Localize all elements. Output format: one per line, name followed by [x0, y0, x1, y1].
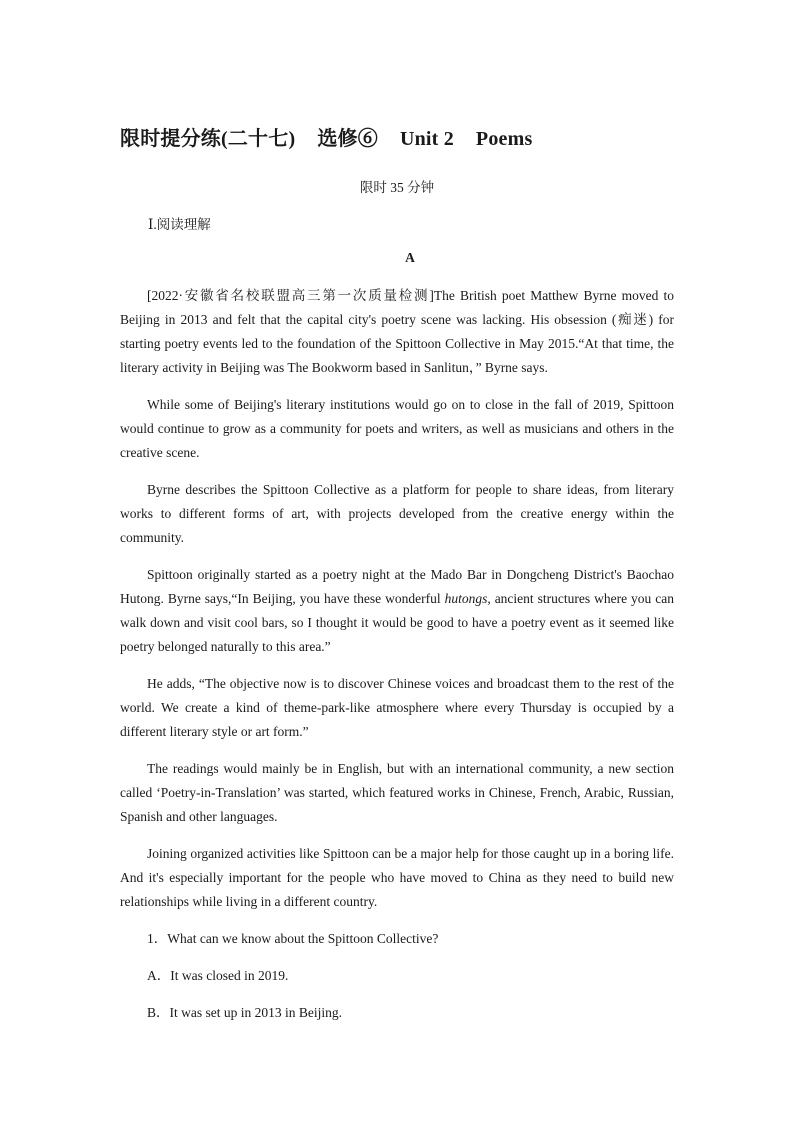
question-1-stem: 1．What can we know about the Spittoon Collective?: [147, 931, 439, 946]
question-1-option-b[interactable]: B．It was set up in 2013 in Beijing.: [147, 1005, 342, 1020]
title-part-2: 选修⑥: [317, 128, 378, 150]
paragraph-3: Byrne describes the Spittoon Collective as a platform for people to share ideas, from literary works to different forms of art, with projects developed from the creative energy within the community.: [120, 482, 674, 545]
question-1-option-a[interactable]: A．It was closed in 2019.: [147, 968, 289, 983]
title-part-1: 限时提分练(二十七): [120, 128, 296, 150]
paragraph-6: The readings would mainly be in English, but with an international community, a new section called ‘Poetry-in-Translation’ was started, which featured works in Chinese, French, Arabic, Russian, Spanish and other languages.: [120, 761, 674, 824]
time-limit: 限时 35 分钟: [359, 180, 435, 195]
passage-body: [120, 284, 674, 1038]
paragraph-4-text-a: Spittoon originally started as a poetry night at the Mado Bar in Dongcheng District's Baochao Hutong. Byrne says,“In Beijing, you have these wonderful: [120, 567, 674, 606]
paragraph-4-text-b: ancient structures where you can walk down and visit cool bars, so I thought it would be good to have a poetry event as it seemed like poetry belonged naturally to this area.”: [120, 591, 674, 654]
page-title: [120, 122, 532, 151]
paragraph-5: He adds, “The objective now is to discover Chinese voices and broadcast them to the rest of the world. We create a kind of theme-park-like atmosphere where every Thursday is occupied by a different literary style or art form.”: [120, 676, 674, 739]
paragraph-2: While some of Beijing's literary institutions would go on to close in the fall of 2019, Spittoon would continue to grow as a community for poets and writers, as well as musicians and others in the creative scene.: [120, 397, 674, 460]
paragraph-7: Joining organized activities like Spittoon can be a major help for those caught up in a boring life. And it's especially important for the people who have moved to China as they need to build new relationships while living in a different country.: [120, 846, 674, 909]
paragraph-1: [2022·安徽省名校联盟高三第一次质量检测]The British poet Matthew Byrne moved to Beijing in 2013 and felt that the capital city's poetry scene was lacking. His obsession (痴迷) for starting poetry events led to the foundation of the Spittoon Collective in May 2015.“At that time, the literary activity in Beijing was The Bookworm based in Sanlitun，” Byrne says.: [120, 288, 674, 375]
paragraph-4: [120, 563, 674, 659]
paragraph-4-italic: hutongs,: [444, 591, 491, 606]
passage-letter: A: [405, 250, 415, 265]
section-heading: Ⅰ.阅读理解: [148, 217, 211, 232]
title-part-3: Unit 2: [399, 128, 454, 150]
title-part-4: Poems: [475, 128, 533, 150]
